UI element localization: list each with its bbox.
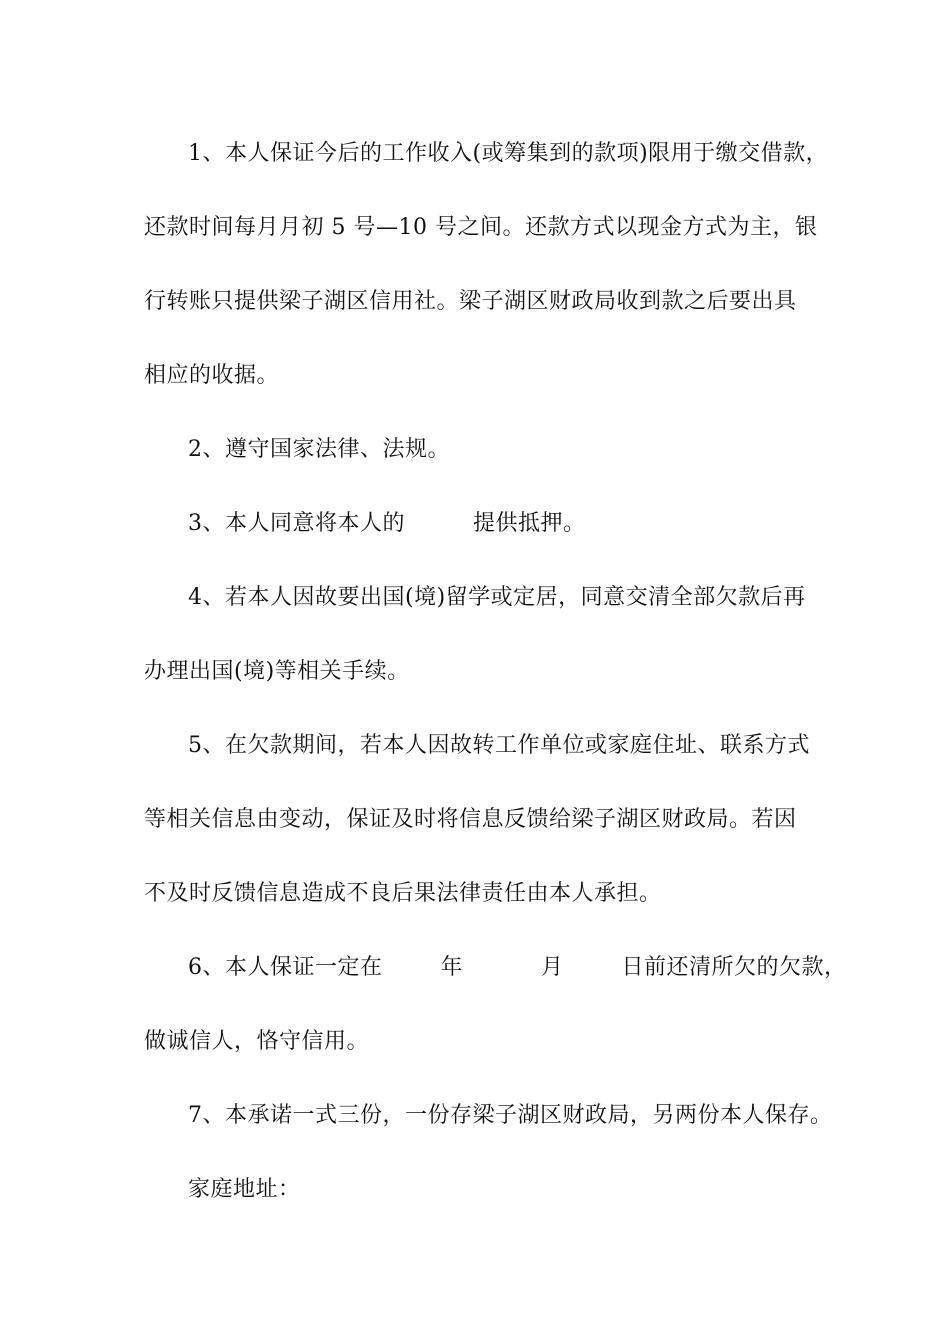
paragraph-6-line-1 xyxy=(188,953,888,983)
paragraph-5-line-2: 等相关信息由变动，保证及时将信息反馈给梁子湖区财政局。若因 xyxy=(144,807,797,832)
paragraph-1-line-2: 还款时间每月月初 5 号—10 号之间。还款方式以现金方式为主，银 xyxy=(144,215,818,240)
year-label: 年 xyxy=(440,955,464,980)
paragraph-4-line-1: 4、若本人因故要出国(境)留学或定居，同意交清全部欠款后再 xyxy=(188,585,806,610)
paragraph-5-line-1: 5、在欠款期间，若本人因故转工作单位或家庭住址、联系方式 xyxy=(188,733,810,758)
paragraph-3 xyxy=(188,509,888,539)
paragraph-6-line-2: 做诚信人，恪守信用。 xyxy=(144,1029,370,1054)
paragraph-6-text-start: 6、本人保证一定在 xyxy=(188,955,383,980)
paragraph-1-line-3: 行转账只提供梁子湖区信用社。梁子湖区财政局收到款之后要出具 xyxy=(144,289,797,314)
paragraph-3-text-after-blank: 提供抵押。 xyxy=(473,511,586,536)
paragraph-1-line-4: 相应的收据。 xyxy=(144,363,280,388)
paragraph-1-line-1: 1、本人保证今后的工作收入(或筹集到的款项)限用于缴交借款， xyxy=(188,141,829,166)
paragraph-6-text-end: 日前还清所欠的欠款， xyxy=(621,955,847,980)
paragraph-2: 2、遵守国家法律、法规。 xyxy=(188,437,450,462)
paragraph-7: 7、本承诺一式三份，一份存梁子湖区财政局，另两份本人保存。 xyxy=(188,1103,833,1128)
home-address-label: 家庭地址： xyxy=(188,1177,301,1202)
paragraph-4-line-2: 办理出国(境)等相关手续。 xyxy=(144,659,410,684)
month-label: 月 xyxy=(541,955,564,980)
paragraph-3-text-before-blank: 3、本人同意将本人的 xyxy=(188,511,405,536)
paragraph-5-line-3: 不及时反馈信息造成不良后果法律责任由本人承担。 xyxy=(144,881,662,906)
